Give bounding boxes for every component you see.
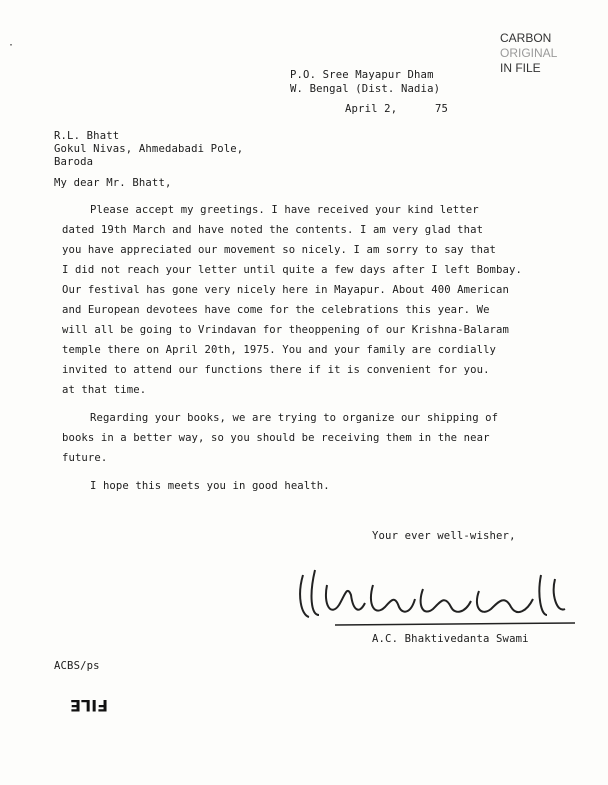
body-line: and European devotees have come for the celebrations this year. We — [62, 304, 490, 316]
signature-image — [295, 555, 585, 630]
recipient-name: R.L. Bhatt — [54, 130, 120, 142]
hole-punch-mark: · — [8, 40, 15, 51]
closing: Your ever well-wisher, — [372, 530, 516, 542]
signature-name: A.C. Bhaktivedanta Swami — [372, 633, 529, 645]
carbon-original-stamp — [500, 31, 572, 76]
stamp-line-carbon: CARBON — [500, 31, 552, 45]
letter-date: April 2, — [345, 103, 398, 115]
body-line: temple there on April 20th, 1975. You and your family are cordially — [62, 344, 497, 356]
file-handwritten-mark: FILE — [70, 696, 109, 715]
body-line: Our festival has gone very nicely here in Mayapur. About 400 American — [62, 284, 509, 296]
stamp-line-original: ORIGINAL — [500, 46, 558, 60]
body-line: Regarding your books, we are trying to organize our shipping of — [90, 412, 499, 424]
typist-initials: ACBS/ps — [54, 660, 100, 672]
sender-address-line1: P.O. Sree Mayapur Dham — [290, 69, 434, 81]
body-line: Please accept my greetings. I have received your kind letter — [90, 204, 479, 216]
body-line: invited to attend our functions there if it is convenient for you. — [62, 364, 490, 376]
body-line: at that time. — [62, 384, 147, 396]
letter-date-year: 75 — [435, 103, 449, 115]
body-line: future. — [62, 452, 108, 464]
body-line: you have appreciated our movement so nicely. I am sorry to say that — [62, 244, 497, 256]
sender-address-line2: W. Bengal (Dist. Nadia) — [290, 83, 441, 95]
body-line: I did not reach your letter until quite a few days after I left Bombay. — [62, 264, 522, 276]
body-line: dated 19th March and have noted the contents. I am very glad that — [62, 224, 484, 236]
salutation: My dear Mr. Bhatt, — [54, 177, 172, 189]
body-line: I hope this meets you in good health. — [90, 480, 330, 492]
stamp-line-in-file: IN FILE — [500, 61, 541, 75]
body-line: will all be going to Vrindavan for theoppening of our Krishna-Balaram — [62, 324, 509, 336]
body-line: books in a better way, so you should be receiving them in the near — [62, 432, 490, 444]
recipient-city: Baroda — [54, 156, 94, 168]
recipient-address: Gokul Nivas, Ahmedabadi Pole, — [54, 143, 244, 155]
